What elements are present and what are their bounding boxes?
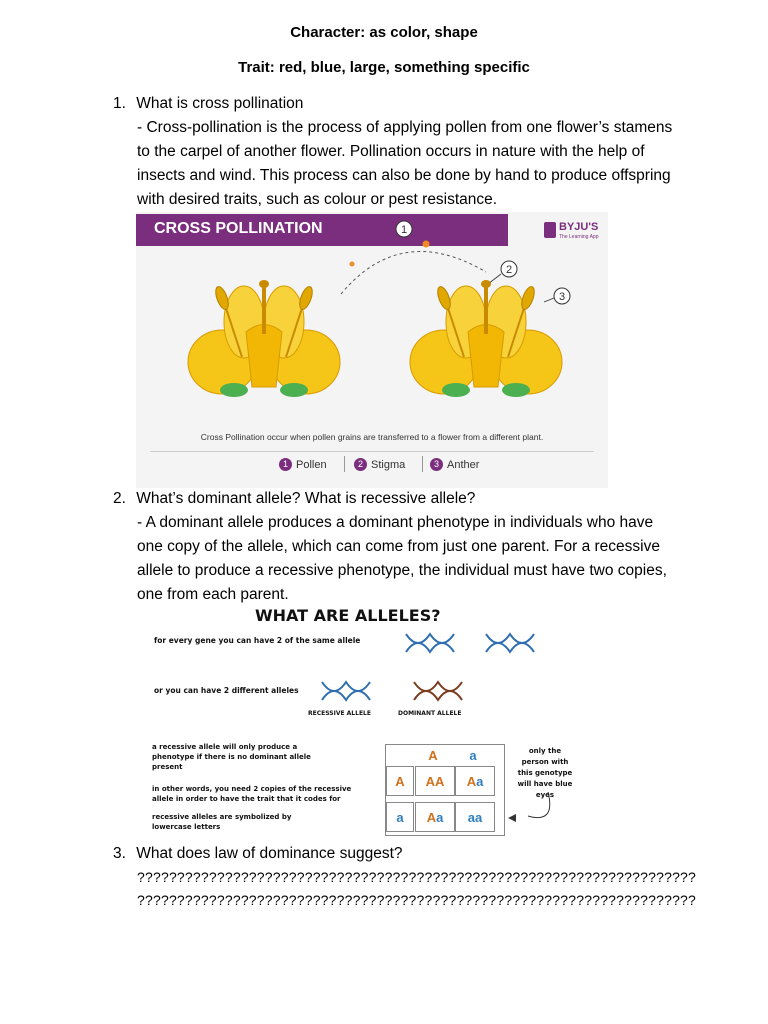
dna-helix-icon — [486, 634, 534, 652]
flower-2-icon — [410, 280, 562, 397]
callout-1 — [396, 221, 412, 237]
two-copies-note: in other words, you need 2 copies of the recessive allele in order to have the trait that it codes for — [152, 785, 352, 803]
question-text: What does law of dominance suggest? — [136, 845, 403, 862]
question-number: 2. — [113, 490, 126, 507]
punnett-row-header: A — [386, 766, 414, 796]
question-text: What is cross pollination — [136, 95, 304, 112]
legend-anther: 3 Anther — [430, 458, 479, 471]
question-2 — [113, 490, 475, 508]
punnett-cell: AA — [415, 766, 455, 796]
different-allele-text: or you can have 2 different alleles — [154, 686, 299, 695]
recessive-note: a recessive allele will only produce a phenotype if there is no dominant allele present — [152, 743, 311, 771]
flowers-illustration — [136, 212, 608, 432]
header-trait: Trait: red, blue, large, something specific — [238, 59, 530, 76]
answer-2: - A dominant allele produces a dominant phenotype in individuals who have one copy of the allele, which can come from just one parent. For a recessive allele to produce a recessive phenotype, the individual must have two copies, one from each parent. — [137, 514, 667, 603]
answer-1: - Cross-pollination is the process of applying pollen from one flower’s stamens to the carpel of another flower. Pollination occurs in nature with the help of insects and wind. This process can also be done by hand to produce offspring with desired traits, such as colour or pest resistance. — [137, 119, 673, 208]
question-number: 1. — [113, 95, 126, 112]
figure-title: CROSS POLLINATION — [154, 220, 323, 237]
svg-text:2: 2 — [505, 264, 513, 276]
punnett-cell: A a — [455, 766, 495, 796]
alleles-title: WHAT ARE ALLELES? — [255, 606, 441, 625]
question-text: What’s dominant allele? What is recessive allele? — [136, 490, 476, 507]
answer-3-line-2: ?????????????????????????????????????????????????????????????????????? — [137, 892, 697, 908]
byjus-logo: BYJU'S The Learning App — [544, 222, 600, 244]
flower-1-icon — [188, 280, 340, 397]
lowercase-note: recessive alleles are symbolized by lowercase letters — [152, 813, 292, 831]
svg-text:1: 1 — [400, 224, 408, 236]
dna-helix-icon — [406, 634, 454, 652]
punnett-col-header: A — [428, 747, 438, 763]
dominant-allele-label: DOMINANT ALLELE — [398, 710, 462, 717]
answer-3-line-1: ?????????????????????????????????????????????????????????????????????? — [137, 869, 697, 885]
dna-illustration — [136, 604, 582, 840]
pollen-grain-icon — [423, 241, 430, 248]
punnett-cell: A a — [415, 802, 455, 832]
punnett-col-header: a — [469, 747, 477, 763]
recessive-allele-label: RECESSIVE ALLELE — [308, 710, 371, 717]
header-character: Character: as color, shape — [290, 24, 478, 41]
same-allele-text: for every gene you can have 2 of the same allele — [154, 636, 361, 645]
callout-2 — [501, 261, 517, 277]
punnett-cell: aa — [455, 802, 495, 832]
dna-helix-recessive-icon — [322, 682, 370, 700]
question-1 — [113, 95, 303, 113]
legend-stigma: 2 Stigma — [354, 458, 405, 471]
cross-pollination-figure — [136, 212, 608, 488]
alleles-figure — [136, 604, 582, 840]
punnett-row-header: a — [386, 802, 414, 832]
question-number: 3. — [113, 845, 126, 862]
dna-helix-dominant-icon — [414, 682, 462, 700]
callout-3 — [554, 288, 570, 304]
legend-pollen: 1 Pollen — [279, 458, 327, 471]
blue-eyes-note: only the person with this genotype will have blue eyes — [517, 747, 573, 799]
figure-caption: Cross Pollination occur when pollen grains are transferred to a flower from a different plant. — [200, 432, 544, 442]
pollen-grain-icon — [350, 262, 355, 267]
question-3 — [113, 845, 403, 863]
svg-text:3: 3 — [558, 291, 566, 303]
